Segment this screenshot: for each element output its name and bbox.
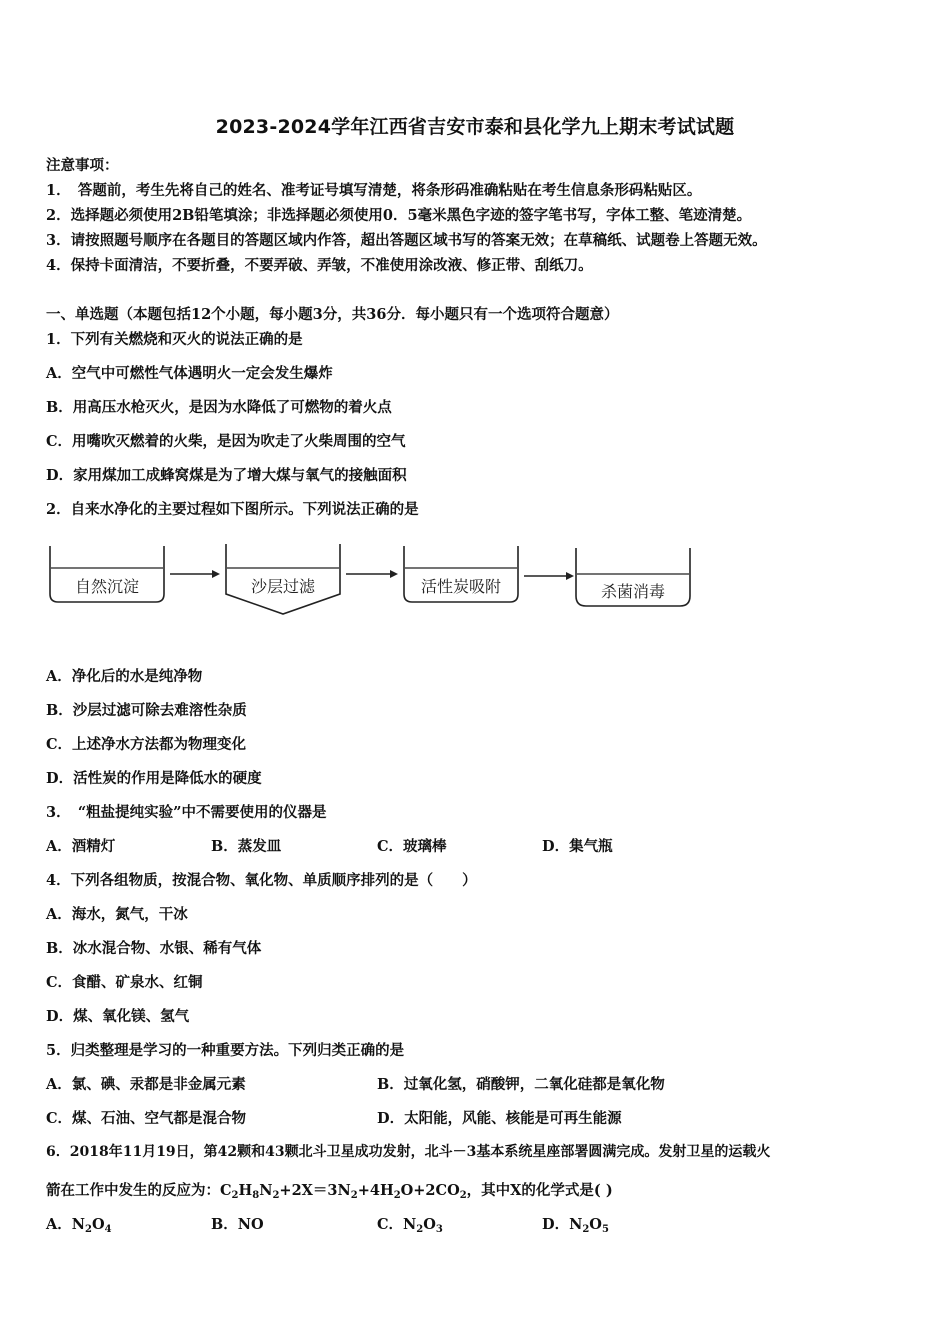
step-1-label: 自然沉淀 xyxy=(74,577,140,596)
notice-item-3: 3．请按照题号顺序在各题目的答题区域内作答，超出答题区域书写的答案无效；在草稿纸、试题卷上答题无效。 xyxy=(46,232,767,249)
notice-item-2: 2．选择题必须使用2B铅笔填涂；非选择题必须使用0．5毫米黑色字迹的签字笔书写，字体工整、笔迹清楚。 xyxy=(46,207,752,224)
q6-equation: $C_2H_8N_2+2X=3N_2+4H_2O+2CO_2$ xyxy=(220,1182,467,1201)
q3-option-d: D．集气瓶 xyxy=(542,838,613,855)
q6-option-c: C．$N_2O_3$ xyxy=(377,1216,443,1235)
q6-stem-prefix: 箭在工作中发生的反应为： xyxy=(46,1182,220,1199)
arrow-2-head xyxy=(390,570,398,578)
q6-stem-suffix: ，其中X的化学式是( ) xyxy=(466,1182,613,1199)
q2-option-b: B．沙层过滤可除去难溶性杂质 xyxy=(46,702,247,719)
q2-option-d: D．活性炭的作用是降低水的硬度 xyxy=(46,770,262,787)
q4-option-a: A．海水，氮气，干冰 xyxy=(46,906,188,923)
step-2-label: 沙层过滤 xyxy=(250,577,316,596)
q3-stem: 3． “粗盐提纯实验”中不需要使用的仪器是 xyxy=(46,804,327,821)
q6-option-d: D．$N_2O_5$ xyxy=(542,1216,609,1235)
q4-option-b: B．冰水混合物、水银、稀有气体 xyxy=(46,940,262,957)
arrow-3-head xyxy=(566,572,574,580)
step-3-label: 活性炭吸附 xyxy=(420,577,502,596)
q2-option-c: C．上述净水方法都为物理变化 xyxy=(46,736,247,753)
notice-item-4: 4．保持卡面清洁，不要折叠，不要弄破、弄皱，不准使用涂改液、修正带、刮纸刀。 xyxy=(46,257,593,274)
step-4-label: 杀菌消毒 xyxy=(600,582,666,601)
q1-option-d: D．家用煤加工成蜂窝煤是为了增大煤与氧气的接触面积 xyxy=(46,467,407,484)
q3-option-a: A．酒精灯 xyxy=(46,838,116,855)
q1-option-c: C．用嘴吹灭燃着的火柴，是因为吹走了火柴周围的空气 xyxy=(46,433,406,450)
arrow-1-head xyxy=(212,570,220,578)
water-purification-diagram xyxy=(40,538,700,620)
notice-heading: 注意事项： xyxy=(46,157,119,174)
q5-option-d: D．太阳能，风能、核能是可再生能源 xyxy=(377,1110,622,1127)
q5-option-b: B．过氧化氢，硝酸钾，二氧化硅都是氧化物 xyxy=(377,1076,665,1093)
q6-stem-line-1: 6．2018年11月19日，第42颗和43颗北斗卫星成功发射，北斗－3基本系统星座部署圆满完成。发射卫星的运载火 xyxy=(46,1144,771,1160)
q2-option-a: A．净化后的水是纯净物 xyxy=(46,668,203,685)
q6-stem-line-2 xyxy=(46,1179,613,1200)
q1-stem: 1．下列有关燃烧和灭火的说法正确的是 xyxy=(46,331,303,348)
page-title: 2023-2024学年江西省吉安市泰和县化学九上期末考试试题 xyxy=(215,116,735,138)
q1-option-a: A．空气中可燃性气体遇明火一定会发生爆炸 xyxy=(46,365,333,382)
q4-stem: 4．下列各组物质，按混合物、氧化物、单质顺序排列的是（ ） xyxy=(46,872,477,889)
q1-option-b: B．用高压水枪灭火，是因为水降低了可燃物的着火点 xyxy=(46,399,392,416)
q5-option-c: C．煤、石油、空气都是混合物 xyxy=(46,1110,247,1127)
q4-option-d: D．煤、氧化镁、氢气 xyxy=(46,1008,190,1025)
q5-option-a: A．氯、碘、汞都是非金属元素 xyxy=(46,1076,246,1093)
q5-stem: 5．归类整理是学习的一种重要方法。下列归类正确的是 xyxy=(46,1042,405,1059)
q2-stem: 2．自来水净化的主要过程如下图所示。下列说法正确的是 xyxy=(46,501,419,518)
section-heading: 一、单选题（本题包括12个小题，每小题3分，共36分．每小题只有一个选项符合题意） xyxy=(46,306,619,323)
q6-option-b: B．NO xyxy=(211,1216,264,1233)
notice-item-1: 1． 答题前，考生先将自己的姓名、准考证号填写清楚，将条形码准确粘贴在考生信息条形码粘贴区。 xyxy=(46,182,702,199)
q3-option-b: B．蒸发皿 xyxy=(211,838,282,855)
q4-option-c: C．食醋、矿泉水、红铜 xyxy=(46,974,203,991)
q3-option-c: C．玻璃棒 xyxy=(377,838,447,855)
q6-option-a: A．$N_2O_4$ xyxy=(46,1216,112,1235)
